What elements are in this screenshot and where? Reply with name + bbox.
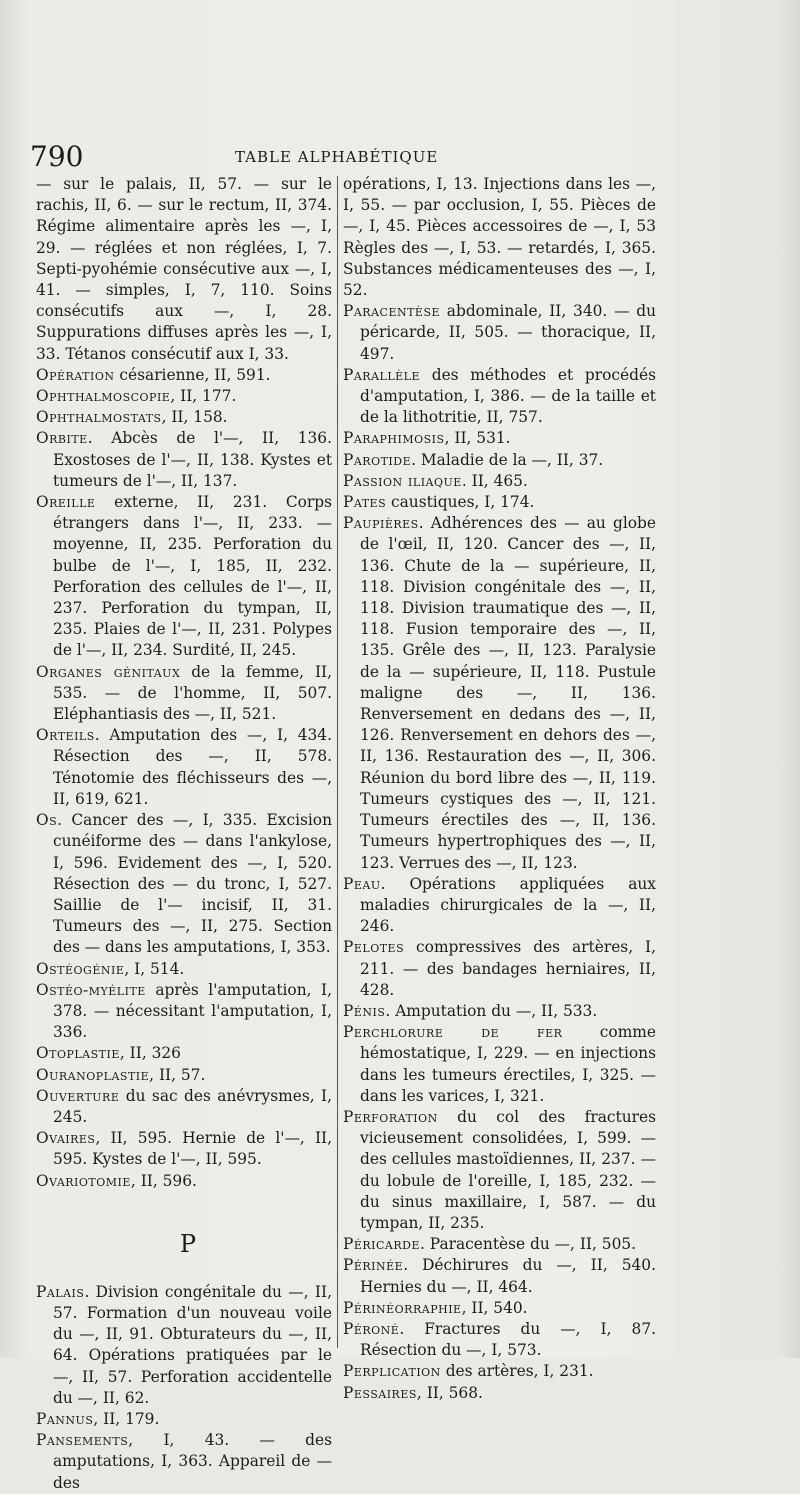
entry-text: , II, 596. bbox=[130, 1171, 197, 1190]
entry-headword: Ovariotomie bbox=[36, 1171, 131, 1190]
entry-text: de la femme, II, 535. — de l'homme, II, 507. Eléphantiasis des —, II, 521. bbox=[53, 662, 332, 724]
entry-text: après l'amputation, I, 378. — nécessitant l'amputation, I, 336. bbox=[53, 980, 332, 1042]
left-entries-p bbox=[36, 1282, 332, 1494]
entry-headword: Peau bbox=[343, 874, 381, 893]
index-entry bbox=[343, 1001, 656, 1022]
index-entry bbox=[343, 513, 656, 873]
index-entry bbox=[36, 1128, 332, 1170]
entry-text: , I, 43. — des amputations, I, 363. Appareil de — des bbox=[53, 1431, 332, 1492]
entry-text: . Abcès de l'—, II, 136. Exostoses de l'—, II, 138. Kystes et tumeurs de l'—, II, 137. bbox=[53, 429, 332, 490]
entry-text: , II, 177. bbox=[170, 387, 237, 406]
page-number: 790 bbox=[30, 140, 84, 173]
entry-text: , II, 568. bbox=[416, 1383, 483, 1402]
index-entry bbox=[36, 428, 332, 492]
entry-text: compressives des artères, I, 211. — des bandages herniaires, II, 428. bbox=[360, 938, 656, 999]
entry-text: . Déchirures du —, II, 540. Hernies du —, II, 464. bbox=[360, 1256, 656, 1296]
entry-headword: Péricarde bbox=[343, 1235, 421, 1254]
entry-headword: Os bbox=[36, 811, 58, 830]
entry-headword: Orteils bbox=[36, 726, 95, 745]
entry-headword: Parallèle bbox=[343, 365, 420, 384]
index-entry bbox=[343, 1107, 656, 1234]
entry-headword: Ostéogénie bbox=[36, 959, 125, 978]
index-entry bbox=[36, 1086, 332, 1128]
index-entry bbox=[36, 1430, 332, 1494]
entry-headword: Périnéorraphie bbox=[343, 1298, 462, 1317]
index-entry bbox=[343, 1383, 656, 1404]
index-entry bbox=[343, 1319, 656, 1361]
entry-headword: Oreille bbox=[36, 493, 96, 512]
entry-headword: Otoplastie bbox=[36, 1044, 120, 1063]
entry-headword: Pénis bbox=[343, 1001, 386, 1020]
index-entry bbox=[343, 428, 656, 449]
entry-text: , I, 514. bbox=[124, 959, 185, 978]
entry-headword: Opération bbox=[36, 365, 115, 384]
index-entry bbox=[343, 301, 656, 365]
index-entry bbox=[36, 1409, 332, 1430]
index-entry bbox=[36, 1065, 332, 1086]
entry-text: . Amputation du —, II, 533. bbox=[385, 1001, 598, 1020]
entry-text: . Adhérences des — au globe de l'œil, II, 120. Cancer des —, II, 136. Chute de la — supérieure, II, 118. Division congénitale des —, II, 118. Division traumatique des —, II, 118. Fusion temporaire des —, II, 135. Grêle des —, II, 123. Paralysie de la — supérieure, II, 118. Pustule maligne des —, II, 136. Renversement en dedans des —, II, 126. Renversement en dehors des —, II, 136. Restauration des —, II, 306. Réunion du bord libre des —, II, 119. Tumeurs cystiques des —, II, 121. Tumeurs érectiles des —, II, 136. Tumeurs hypertrophiques des —, II, 123. Verrues des —, II, 123. bbox=[360, 514, 656, 872]
entry-headword: Ouverture bbox=[36, 1086, 120, 1105]
index-entry bbox=[343, 471, 656, 492]
right-entries bbox=[343, 301, 656, 1404]
entry-text: du col des fractures vicieusement consolidées, I, 599. — des cellules mastoïdiennes, II, 237. — du lobule de l'oreille, I, 185, 232. — du sinus maxillaire, I, 587. — du tympan, II, 235. bbox=[360, 1107, 656, 1232]
entry-text: des artères, I, 231. bbox=[440, 1362, 594, 1381]
entry-text: . Maladie de la —, II, 37. bbox=[411, 450, 604, 469]
entry-text: césarienne, II, 591. bbox=[114, 365, 271, 384]
entry-headword: Palais bbox=[36, 1282, 85, 1301]
entry-text: . II, 465. bbox=[461, 471, 528, 490]
entry-text: , II, 595. Hernie de l'—, II, 595. Kystes de l'—, II, 595. bbox=[53, 1129, 332, 1169]
entry-text: comme hémostatique, I, 229. — en injections dans les tumeurs érectiles, I, 325. — dans les varices, I, 321. bbox=[360, 1023, 656, 1105]
entry-headword: Perplication bbox=[343, 1362, 441, 1381]
index-entry bbox=[36, 1043, 332, 1064]
index-entry bbox=[36, 810, 332, 958]
entry-headword: Pates bbox=[343, 493, 387, 512]
entry-text: . Cancer des —, I, 335. Excision cunéiforme des — dans l'ankylose, I, 596. Evidement des —, I, 520. Résection des — du tronc, I, 527. Saillie de l'— incisif, II, 31. Tumeurs des —, II, 275. Section des — dans les amputations, I, 353. bbox=[53, 811, 332, 957]
index-entry bbox=[36, 1282, 332, 1409]
index-entry bbox=[343, 492, 656, 513]
index-entry bbox=[36, 492, 332, 662]
entry-headword: Pansements bbox=[36, 1431, 129, 1450]
entry-headword: Parotide bbox=[343, 450, 412, 469]
entry-text: . Fractures du —, I, 87. Résection du —, I, 573. bbox=[360, 1319, 656, 1360]
entry-continuation: — sur le palais, II, 57. — sur le rachis, II, 6. — sur le rectum, II, 374. Régime alimentaire après les —, I, 29. — réglées et non réglées, I, 7. Septi-pyohémie consécutive aux —, I, 41. — simples, I, 7, 110. Soins consécutifs aux —, I, 28. Suppurations diffuses après les —, I, 33. Tétanos consécutif aux I, 33. bbox=[36, 175, 332, 363]
index-entry bbox=[36, 365, 332, 386]
entry-headword: Paracentèse bbox=[343, 302, 441, 321]
index-entry bbox=[36, 725, 332, 810]
entry-headword: Pessaires bbox=[343, 1383, 417, 1402]
entry-headword: Perchlorure de fer bbox=[343, 1023, 563, 1042]
index-entry bbox=[36, 959, 332, 980]
index-entry bbox=[36, 407, 332, 428]
index-entry bbox=[343, 874, 656, 938]
entry-text: externe, II, 231. Corps étrangers dans l'—, II, 233. — moyenne, II, 235. Perforation du bulbe de l'—, I, 185, II, 232. Perforation des cellules de l'—, II, 237. Perforation du tympan, II, 235. Plaies de l'—, II, 231. Polypes de l'—, II, 234. Surdité, II, 245. bbox=[53, 493, 332, 660]
entry-headword: Ostéo-myélite bbox=[36, 980, 146, 999]
entry-text: , II, 326 bbox=[119, 1044, 181, 1063]
index-entry bbox=[343, 1298, 656, 1319]
entry-headword: Orbite bbox=[36, 429, 88, 448]
entry-text: du sac des anévrysmes, I, 245. bbox=[53, 1086, 332, 1126]
entry-headword: Ophthalmoscopie bbox=[36, 387, 171, 406]
entry-text: , II, 540. bbox=[461, 1298, 528, 1317]
entry-continuation: opérations, I, 13. Injections dans les —, I, 55. — par occlusion, I, 55. Pièces de —, I, 45. Pièces accessoires de —, I, 53 Règles des —, I, 53. — retardés, I, 365. Substances médicamenteuses des —, I, 52. bbox=[343, 175, 656, 300]
entry-text: caustiques, I, 174. bbox=[386, 493, 535, 512]
entry-headword: Perforation bbox=[343, 1107, 438, 1126]
index-entry bbox=[343, 937, 656, 1001]
index-entry bbox=[343, 1255, 656, 1297]
entry-text: , II, 531. bbox=[444, 429, 511, 448]
index-entry bbox=[36, 1171, 332, 1192]
entry-text: , II, 158. bbox=[161, 408, 228, 427]
section-letter: P bbox=[179, 1229, 197, 1258]
entry-text: abdominale, II, 340. — du péricarde, II, 505. — thoracique, II, 497. bbox=[360, 302, 656, 363]
right-column bbox=[343, 174, 656, 1404]
entry-text: . Amputation des —, I, 434. Résection des —, II, 578. Ténotomie des fléchisseurs des —, II, 619, 621. bbox=[53, 726, 332, 808]
index-entry bbox=[343, 1361, 656, 1382]
index-entry bbox=[343, 1022, 656, 1107]
entry-headword: Organes génitaux bbox=[36, 662, 181, 681]
entry-headword: Paupières bbox=[343, 514, 419, 533]
entry-headword: Ovaires bbox=[36, 1129, 96, 1148]
entry-text: . Division congénitale du —, II, 57. Formation d'un nouveau voile du —, II, 91. Obturateurs du —, II, 64. Opérations pratiquées par le —, II, 57. Perforation accidentelle du —, II, 62. bbox=[53, 1282, 332, 1407]
index-entry bbox=[36, 386, 332, 407]
left-entries bbox=[36, 365, 332, 1192]
index-entry bbox=[343, 450, 656, 471]
entry-text: . Opérations appliquées aux maladies chirurgicales de la —, II, 246. bbox=[360, 874, 656, 936]
entry-text: , II, 179. bbox=[93, 1409, 160, 1428]
entry-headword: Périnée bbox=[343, 1256, 404, 1275]
left-column bbox=[36, 174, 332, 1494]
entry-headword: Pannus bbox=[36, 1409, 94, 1428]
entry-headword: Pelotes bbox=[343, 938, 405, 957]
index-entry bbox=[36, 980, 332, 1044]
entry-text: des méthodes et procédés d'amputation, I, 386. — de la taille et de la lithotritie, II, 757. bbox=[360, 365, 656, 427]
entry-text: , II, 57. bbox=[149, 1065, 206, 1084]
entry-headword: Ouranoplastie bbox=[36, 1065, 150, 1084]
column-divider bbox=[337, 176, 338, 1348]
entry-text: . Paracentèse du —, II, 505. bbox=[420, 1235, 637, 1254]
index-entry bbox=[343, 1234, 656, 1255]
entry-headword: Paraphimosis bbox=[343, 429, 445, 448]
index-entry bbox=[36, 662, 332, 726]
index-entry bbox=[343, 365, 656, 429]
entry-headword: Ophthalmostats bbox=[36, 408, 162, 427]
entry-headword: Péroné bbox=[343, 1319, 400, 1338]
running-head: TABLE ALPHABÉTIQUE bbox=[235, 148, 439, 166]
entry-headword: Passion iliaque bbox=[343, 471, 462, 490]
